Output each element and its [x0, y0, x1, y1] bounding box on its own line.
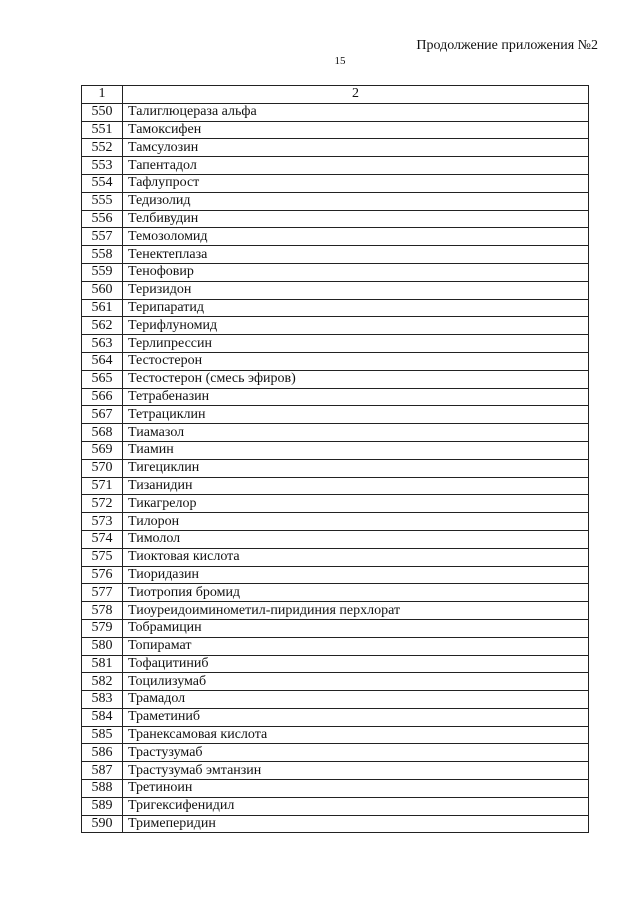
drug-name-cell: Тиоридазин: [123, 566, 589, 584]
row-number-cell: 586: [82, 744, 123, 762]
table-header: [82, 86, 589, 104]
table-row: [82, 619, 589, 637]
row-number-cell: 581: [82, 655, 123, 673]
row-number-cell: 556: [82, 210, 123, 228]
appendix-continuation-note: Продолжение приложения №2: [416, 38, 598, 53]
table-row: [82, 566, 589, 584]
table-row: [82, 691, 589, 709]
table-row: [82, 246, 589, 264]
row-number-cell: 572: [82, 495, 123, 513]
row-number-cell: 588: [82, 780, 123, 798]
drug-name-cell: Тофацитиниб: [123, 655, 589, 673]
row-number-cell: 587: [82, 762, 123, 780]
table-row: [82, 477, 589, 495]
page-number: 15: [334, 55, 346, 67]
table-row: [82, 762, 589, 780]
table-row: [82, 388, 589, 406]
drug-name-cell: Тетрациклин: [123, 406, 589, 424]
table-row: [82, 192, 589, 210]
row-number-cell: 576: [82, 566, 123, 584]
table-row: [82, 335, 589, 353]
drug-list-table: [81, 85, 589, 833]
drug-name-cell: Тапентадол: [123, 157, 589, 175]
drug-name-cell: Тафлупрост: [123, 174, 589, 192]
row-number-cell: 559: [82, 263, 123, 281]
table-row: [82, 174, 589, 192]
drug-name-cell: Тенектеплаза: [123, 246, 589, 264]
table-row: [82, 673, 589, 691]
row-number-cell: 577: [82, 584, 123, 602]
table-row: [82, 513, 589, 531]
drug-name-cell: Тиотропия бромид: [123, 584, 589, 602]
table-header-row: [82, 86, 589, 104]
drug-name-cell: Тамоксифен: [123, 121, 589, 139]
drug-name-cell: Телбивудин: [123, 210, 589, 228]
drug-name-cell: Тигециклин: [123, 459, 589, 477]
drug-name-cell: Тригексифенидил: [123, 797, 589, 815]
drug-name-cell: Траметиниб: [123, 708, 589, 726]
table-row: [82, 744, 589, 762]
row-number-cell: 583: [82, 691, 123, 709]
row-number-cell: 560: [82, 281, 123, 299]
table-row: [82, 210, 589, 228]
drug-name-cell: Тестостерон (смесь эфиров): [123, 370, 589, 388]
row-number-cell: 557: [82, 228, 123, 246]
row-number-cell: 574: [82, 530, 123, 548]
table-row: [82, 299, 589, 317]
table-row: [82, 352, 589, 370]
row-number-cell: 564: [82, 352, 123, 370]
drug-name-cell: Тедизолид: [123, 192, 589, 210]
drug-name-cell: Темозоломид: [123, 228, 589, 246]
table-row: [82, 263, 589, 281]
drug-name-cell: Тримеперидин: [123, 815, 589, 833]
table-row: [82, 780, 589, 798]
row-number-cell: 585: [82, 726, 123, 744]
table-row: [82, 726, 589, 744]
drug-name-cell: Тамсулозин: [123, 139, 589, 157]
row-number-cell: 578: [82, 602, 123, 620]
row-number-cell: 569: [82, 441, 123, 459]
drug-name-cell: Тимолол: [123, 530, 589, 548]
row-number-cell: 566: [82, 388, 123, 406]
row-number-cell: 563: [82, 335, 123, 353]
table-row: [82, 228, 589, 246]
row-number-cell: 579: [82, 619, 123, 637]
drug-name-cell: Тетрабеназин: [123, 388, 589, 406]
drug-name-cell: Терифлуномид: [123, 317, 589, 335]
drug-name-cell: Трамадол: [123, 691, 589, 709]
drug-name-cell: Тилорон: [123, 513, 589, 531]
drug-name-cell: Тестостерон: [123, 352, 589, 370]
row-number-cell: 584: [82, 708, 123, 726]
row-number-cell: 562: [82, 317, 123, 335]
row-number-cell: 565: [82, 370, 123, 388]
table-row: [82, 459, 589, 477]
drug-name-cell: Тиамин: [123, 441, 589, 459]
row-number-cell: 553: [82, 157, 123, 175]
drug-name-cell: Тиоуреидоиминометил-пиридиния перхлорат: [123, 602, 589, 620]
column-header-number: 1: [82, 86, 123, 104]
table-row: [82, 281, 589, 299]
drug-name-cell: Тизанидин: [123, 477, 589, 495]
row-number-cell: 575: [82, 548, 123, 566]
table-row: [82, 121, 589, 139]
table-row: [82, 815, 589, 833]
table-row: [82, 602, 589, 620]
table-row: [82, 584, 589, 602]
drug-name-cell: Терлипрессин: [123, 335, 589, 353]
drug-name-cell: Тенофовир: [123, 263, 589, 281]
table-row: [82, 637, 589, 655]
row-number-cell: 567: [82, 406, 123, 424]
table-body: [82, 103, 589, 833]
drug-name-cell: Тикагрелор: [123, 495, 589, 513]
drug-name-cell: Тиамазол: [123, 424, 589, 442]
drug-name-cell: Терипаратид: [123, 299, 589, 317]
table-row: [82, 370, 589, 388]
row-number-cell: 551: [82, 121, 123, 139]
row-number-cell: 554: [82, 174, 123, 192]
drug-name-cell: Теризидон: [123, 281, 589, 299]
row-number-cell: 552: [82, 139, 123, 157]
drug-name-cell: Тоцилизумаб: [123, 673, 589, 691]
table-row: [82, 548, 589, 566]
drug-name-cell: Транексамовая кислота: [123, 726, 589, 744]
drug-name-cell: Талиглюцераза альфа: [123, 103, 589, 121]
table-row: [82, 441, 589, 459]
row-number-cell: 558: [82, 246, 123, 264]
drug-name-cell: Топирамат: [123, 637, 589, 655]
table-row: [82, 655, 589, 673]
table-row: [82, 406, 589, 424]
row-number-cell: 550: [82, 103, 123, 121]
row-number-cell: 589: [82, 797, 123, 815]
drug-name-cell: Трастузумаб эмтанзин: [123, 762, 589, 780]
table-row: [82, 708, 589, 726]
row-number-cell: 568: [82, 424, 123, 442]
row-number-cell: 590: [82, 815, 123, 833]
table-row: [82, 797, 589, 815]
row-number-cell: 561: [82, 299, 123, 317]
row-number-cell: 570: [82, 459, 123, 477]
drug-name-cell: Третиноин: [123, 780, 589, 798]
table-row: [82, 317, 589, 335]
table-row: [82, 530, 589, 548]
row-number-cell: 571: [82, 477, 123, 495]
row-number-cell: 555: [82, 192, 123, 210]
table-row: [82, 139, 589, 157]
drug-name-cell: Тобрамицин: [123, 619, 589, 637]
column-header-name: 2: [123, 86, 589, 104]
row-number-cell: 582: [82, 673, 123, 691]
drug-name-cell: Трастузумаб: [123, 744, 589, 762]
table-row: [82, 157, 589, 175]
row-number-cell: 580: [82, 637, 123, 655]
table-row: [82, 103, 589, 121]
drug-name-cell: Тиоктовая кислота: [123, 548, 589, 566]
row-number-cell: 573: [82, 513, 123, 531]
table-row: [82, 424, 589, 442]
table-row: [82, 495, 589, 513]
